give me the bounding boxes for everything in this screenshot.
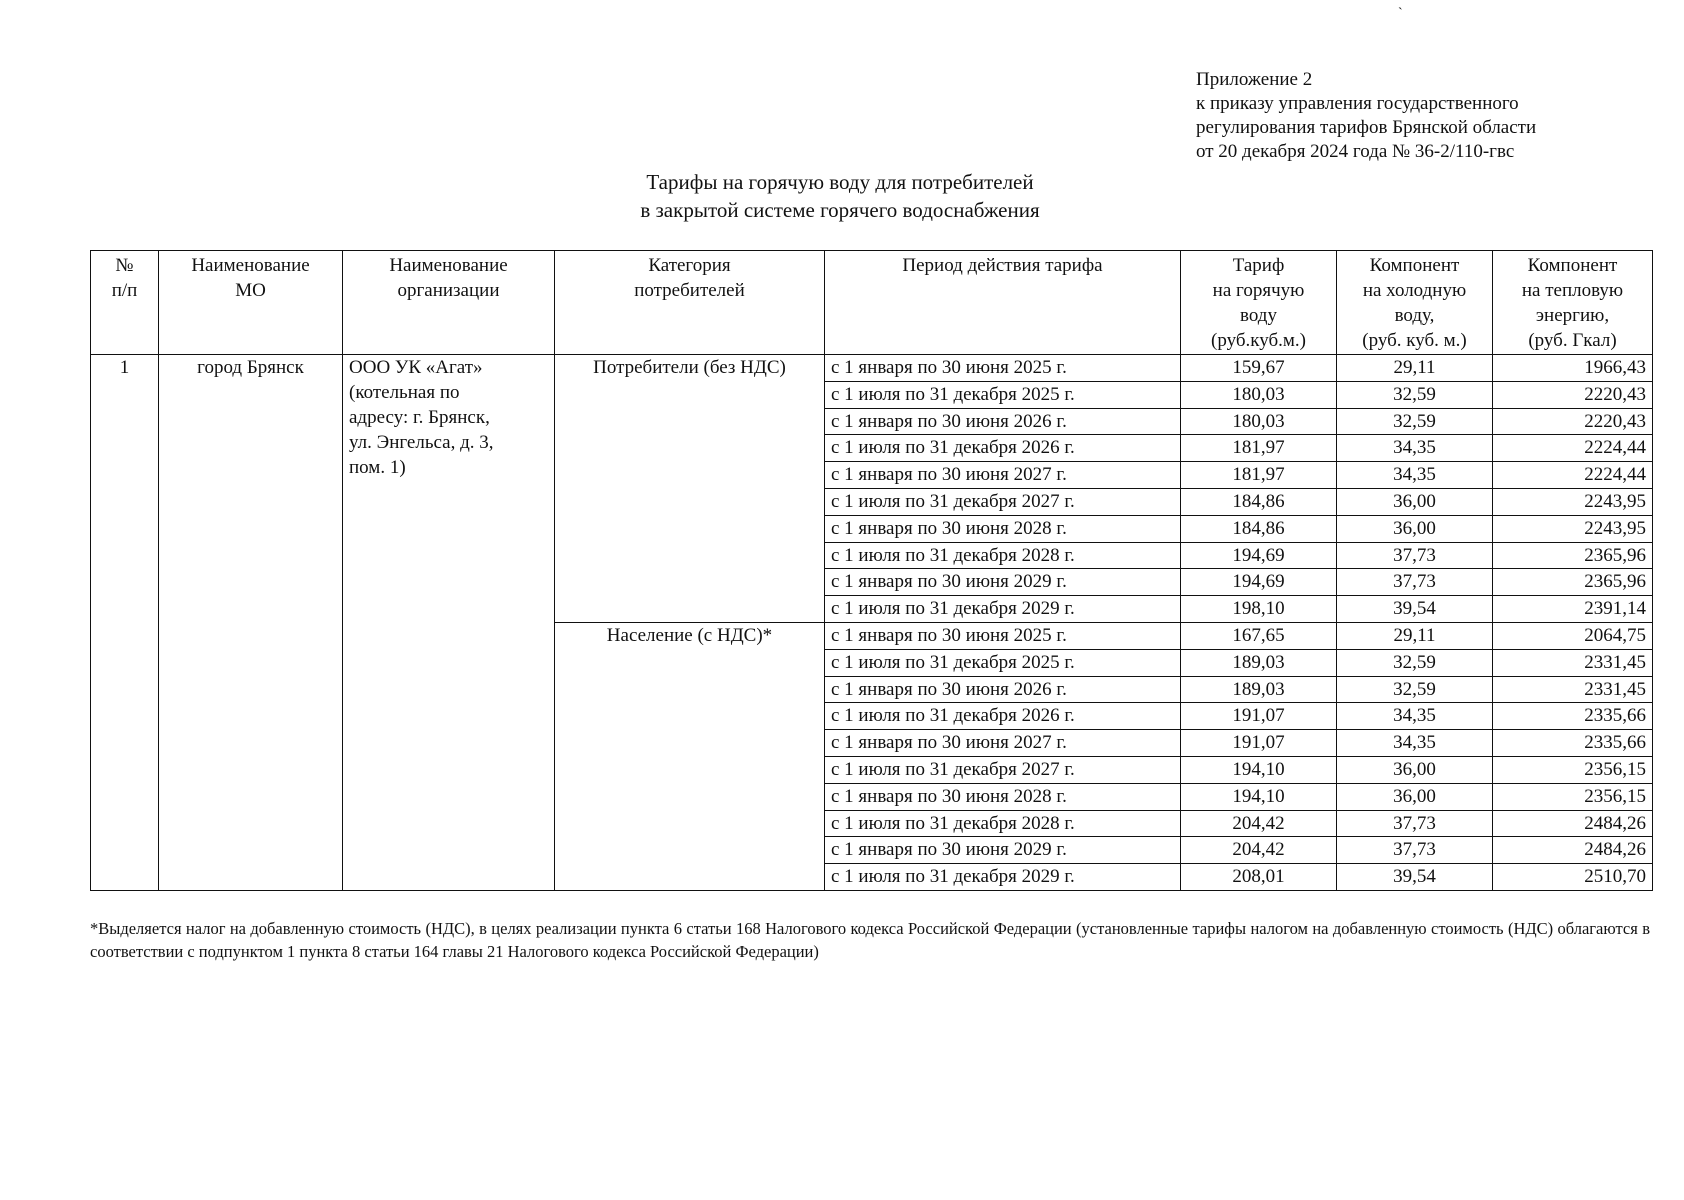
cold-water-component: 37,73 xyxy=(1337,837,1493,864)
cold-water-component: 37,73 xyxy=(1337,810,1493,837)
hot-water-tariff: 167,65 xyxy=(1181,622,1337,649)
header-line: Наименование xyxy=(191,255,310,276)
header-line: воду, xyxy=(1394,305,1435,326)
heat-energy-component: 2484,26 xyxy=(1493,810,1653,837)
header-line: Период действия тарифа xyxy=(902,255,1103,276)
hot-water-tariff: 194,69 xyxy=(1181,569,1337,596)
hot-water-tariff: 181,97 xyxy=(1181,435,1337,462)
heat-energy-component: 2365,96 xyxy=(1493,569,1653,596)
footnote: *Выделяется налог на добавленную стоимость (НДС), в целях реализации пункта 6 статьи 168 Налогового кодекса Российской Федерации (установленные тарифы налогом на добавленную стоимость (НДС) облагаются в соответствии с подпунктом 1 пункта 8 статьи 164 главы 21 Налогового кодекса Российской Федерации) xyxy=(90,919,1650,961)
cold-water-component: 36,00 xyxy=(1337,783,1493,810)
tariff-period: с 1 января по 30 июня 2025 г. xyxy=(825,355,1181,382)
organization-line: ООО УК «Агат» xyxy=(349,357,483,378)
header-line: потребителей xyxy=(634,280,745,301)
row-number: 1 xyxy=(91,355,159,891)
tariff-period: с 1 июля по 31 декабря 2027 г. xyxy=(825,488,1181,515)
header-cold-water xyxy=(1337,251,1493,355)
header-line: (руб. Гкал) xyxy=(1528,330,1617,351)
hot-water-tariff: 189,03 xyxy=(1181,676,1337,703)
document-title xyxy=(500,168,1180,224)
header-line: МО xyxy=(235,280,266,301)
appendix-line: от 20 декабря 2024 года № 36-2/110-гвс xyxy=(1196,141,1515,162)
cold-water-component: 36,00 xyxy=(1337,756,1493,783)
hot-water-tariff: 194,10 xyxy=(1181,756,1337,783)
header-line: энергию, xyxy=(1535,305,1610,326)
header-line: на холодную xyxy=(1362,280,1467,301)
heat-energy-component: 2356,15 xyxy=(1493,783,1653,810)
hot-water-tariff: 204,42 xyxy=(1181,810,1337,837)
hot-water-tariff: 204,42 xyxy=(1181,837,1337,864)
hot-water-tariff: 191,07 xyxy=(1181,730,1337,757)
tariff-period: с 1 января по 30 июня 2029 г. xyxy=(825,837,1181,864)
heat-energy-component: 2243,95 xyxy=(1493,515,1653,542)
heat-energy-component: 2510,70 xyxy=(1493,864,1653,891)
header-line: воду xyxy=(1240,305,1277,326)
cold-water-component: 32,59 xyxy=(1337,381,1493,408)
heat-energy-component: 2356,15 xyxy=(1493,756,1653,783)
header-mo xyxy=(159,251,343,355)
heat-energy-component: 2335,66 xyxy=(1493,730,1653,757)
consumer-category: Потребители (без НДС) xyxy=(555,355,825,623)
cold-water-component: 29,11 xyxy=(1337,622,1493,649)
hot-water-tariff: 194,69 xyxy=(1181,542,1337,569)
cold-water-component: 36,00 xyxy=(1337,488,1493,515)
header-line: на горячую xyxy=(1212,280,1305,301)
tariff-period: с 1 июля по 31 декабря 2026 г. xyxy=(825,435,1181,462)
heat-energy-component: 2220,43 xyxy=(1493,408,1653,435)
tariff-period: с 1 января по 30 июня 2029 г. xyxy=(825,569,1181,596)
appendix-header xyxy=(1196,68,1536,164)
hot-water-tariff: 191,07 xyxy=(1181,703,1337,730)
header-line: Компонент xyxy=(1527,255,1618,276)
cold-water-component: 34,35 xyxy=(1337,703,1493,730)
header-tariff xyxy=(1181,251,1337,355)
tariff-period: с 1 января по 30 июня 2025 г. xyxy=(825,622,1181,649)
hot-water-tariff: 180,03 xyxy=(1181,381,1337,408)
organization-line: (котельная по xyxy=(349,382,460,403)
tariff-period: с 1 января по 30 июня 2028 г. xyxy=(825,783,1181,810)
tariff-period: с 1 июля по 31 декабря 2025 г. xyxy=(825,381,1181,408)
header-line: Тариф xyxy=(1232,255,1285,276)
heat-energy-component: 2331,45 xyxy=(1493,676,1653,703)
appendix-line: Приложение 2 xyxy=(1196,69,1313,90)
scan-mark: ` xyxy=(1398,6,1403,21)
tariff-period: с 1 июля по 31 декабря 2029 г. xyxy=(825,596,1181,623)
heat-energy-component: 2391,14 xyxy=(1493,596,1653,623)
cold-water-component: 32,59 xyxy=(1337,408,1493,435)
tariff-period: с 1 июля по 31 декабря 2026 г. xyxy=(825,703,1181,730)
header-line: (руб.куб.м.) xyxy=(1211,330,1306,351)
title-line: в закрытой системе горячего водоснабжения xyxy=(640,198,1040,222)
hot-water-tariff: 159,67 xyxy=(1181,355,1337,382)
table-body xyxy=(91,355,1653,891)
header-organization xyxy=(343,251,555,355)
tariff-period: с 1 июля по 31 декабря 2028 г. xyxy=(825,810,1181,837)
heat-energy-component: 2331,45 xyxy=(1493,649,1653,676)
tariff-period: с 1 января по 30 июня 2027 г. xyxy=(825,730,1181,757)
heat-energy-component: 2224,44 xyxy=(1493,435,1653,462)
tariff-period: с 1 июля по 31 декабря 2025 г. xyxy=(825,649,1181,676)
heat-energy-component: 2484,26 xyxy=(1493,837,1653,864)
table-row xyxy=(91,355,1653,382)
heat-energy-component: 1966,43 xyxy=(1493,355,1653,382)
header-line: Категория xyxy=(648,255,731,276)
header-period xyxy=(825,251,1181,355)
cold-water-component: 34,35 xyxy=(1337,435,1493,462)
header-line: Наименование xyxy=(389,255,508,276)
cold-water-component: 37,73 xyxy=(1337,569,1493,596)
tariff-period: с 1 января по 30 июня 2027 г. xyxy=(825,462,1181,489)
cold-water-component: 34,35 xyxy=(1337,462,1493,489)
header-line: (руб. куб. м.) xyxy=(1362,330,1467,351)
tariff-period: с 1 января по 30 июня 2028 г. xyxy=(825,515,1181,542)
heat-energy-component: 2064,75 xyxy=(1493,622,1653,649)
hot-water-tariff: 184,86 xyxy=(1181,488,1337,515)
cold-water-component: 36,00 xyxy=(1337,515,1493,542)
header-line: Компонент xyxy=(1369,255,1460,276)
header-num xyxy=(91,251,159,355)
heat-energy-component: 2335,66 xyxy=(1493,703,1653,730)
hot-water-tariff: 181,97 xyxy=(1181,462,1337,489)
appendix-line: к приказу управления государственного xyxy=(1196,93,1519,114)
appendix-line: регулирования тарифов Брянской области xyxy=(1196,117,1537,138)
tariff-period: с 1 января по 30 июня 2026 г. xyxy=(825,676,1181,703)
tariff-period: с 1 июля по 31 декабря 2029 г. xyxy=(825,864,1181,891)
tariff-period: с 1 января по 30 июня 2026 г. xyxy=(825,408,1181,435)
hot-water-tariff: 194,10 xyxy=(1181,783,1337,810)
heat-energy-component: 2365,96 xyxy=(1493,542,1653,569)
cold-water-component: 37,73 xyxy=(1337,542,1493,569)
header-heat-energy xyxy=(1493,251,1653,355)
municipality-name: город Брянск xyxy=(159,355,343,891)
cold-water-component: 32,59 xyxy=(1337,676,1493,703)
cold-water-component: 32,59 xyxy=(1337,649,1493,676)
organization-line: ул. Энгельса, д. 3, xyxy=(349,432,494,453)
cold-water-component: 29,11 xyxy=(1337,355,1493,382)
table-header-row xyxy=(91,251,1653,355)
hot-water-tariff: 208,01 xyxy=(1181,864,1337,891)
tariff-period: с 1 июля по 31 декабря 2028 г. xyxy=(825,542,1181,569)
cold-water-component: 34,35 xyxy=(1337,730,1493,757)
heat-energy-component: 2243,95 xyxy=(1493,488,1653,515)
header-line: организации xyxy=(397,280,500,301)
header-category xyxy=(555,251,825,355)
organization-name xyxy=(343,355,555,891)
title-line: Тарифы на горячую воду для потребителей xyxy=(646,170,1034,194)
tariff-period: с 1 июля по 31 декабря 2027 г. xyxy=(825,756,1181,783)
hot-water-tariff: 198,10 xyxy=(1181,596,1337,623)
heat-energy-component: 2220,43 xyxy=(1493,381,1653,408)
hot-water-tariff: 180,03 xyxy=(1181,408,1337,435)
heat-energy-component: 2224,44 xyxy=(1493,462,1653,489)
hot-water-tariff: 184,86 xyxy=(1181,515,1337,542)
organization-line: адресу: г. Брянск, xyxy=(349,407,490,428)
header-line: № xyxy=(115,255,134,276)
organization-line: пом. 1) xyxy=(349,457,406,478)
cold-water-component: 39,54 xyxy=(1337,864,1493,891)
hot-water-tariff: 189,03 xyxy=(1181,649,1337,676)
consumer-category: Население (с НДС)* xyxy=(555,622,825,890)
tariff-table xyxy=(90,250,1653,891)
cold-water-component: 39,54 xyxy=(1337,596,1493,623)
header-line: п/п xyxy=(111,280,138,301)
header-line: на тепловую xyxy=(1521,280,1624,301)
